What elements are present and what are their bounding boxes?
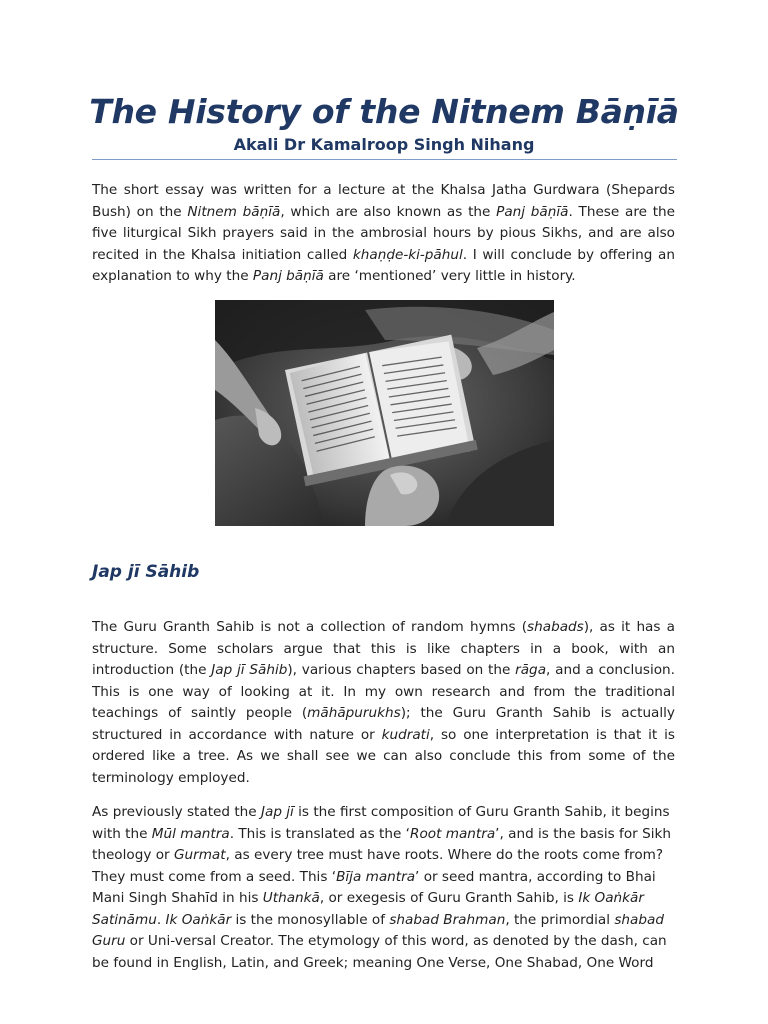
body-paragraph-mul-mantra: As previously stated the Jap jī is the first composition of Guru Granth Sahib, it begins with the Mūl mantra. This is translated as the ‘Root mantra’, and is the basis for Sikh theology or Gurmat, as every tree must have roots. Where do the roots come from? They must come from a seed. This ‘Bīja mantra’ or seed mantra, according to Bhai Mani Singh Shahīd in his Uthankā, or exegesis of Guru Granth Sahib, is Ik Oaṅkār Satināmu. Ik Oaṅkār is the monosyllable of shabad Brahman, the primordial shabad Guru or Uni-versal Creator. The etymology of this word, as denoted by the dash, can be found in English, Latin, and Greek; meaning One Verse, One Shabad, One Word xyxy=(92,804,671,971)
title-divider xyxy=(92,159,677,160)
author-line: Akali Dr Kamalroop Singh Nihang xyxy=(233,135,535,154)
prayer-book-photo xyxy=(215,300,554,526)
body-paragraph-structure: The Guru Granth Sahib is not a collection of random hymns (shabads), as it has a structure. Some scholars argue that this is like chapters in a book, with an introduction (the Jap jī Sāhib), various chapters based on the rāga, and a conclusion. This is one way of looking at it. In my own research and from the traditional teachings of saintly people (māhāpurukhs); the Guru Granth Sahib is actually structured in accordance with nature or kudrati, so one interpretation is that it is ordered like a tree. As we shall see we can also conclude this from some of the terminology employed. xyxy=(92,619,675,786)
document-title: The History of the Nitnem Bāṇīā xyxy=(89,92,679,131)
intro-paragraph: The short essay was written for a lecture at the Khalsa Jatha Gurdwara (Shepards Bush) on the Nitnem bāṇīā, which are also known as the Panj bāṇīā. These are the five liturgical Sikh prayers said in the ambrosial hours by pious Sikhs, and are also recited in the Khalsa initiation called khaṇḍe-ki-pāhul. I will conclude by offering an explanation to why the Panj bāṇīā are ‘mentioned’ very little in history. xyxy=(92,182,676,284)
section-heading-jap-ji-sahib: Jap jī Sāhib xyxy=(92,562,200,582)
